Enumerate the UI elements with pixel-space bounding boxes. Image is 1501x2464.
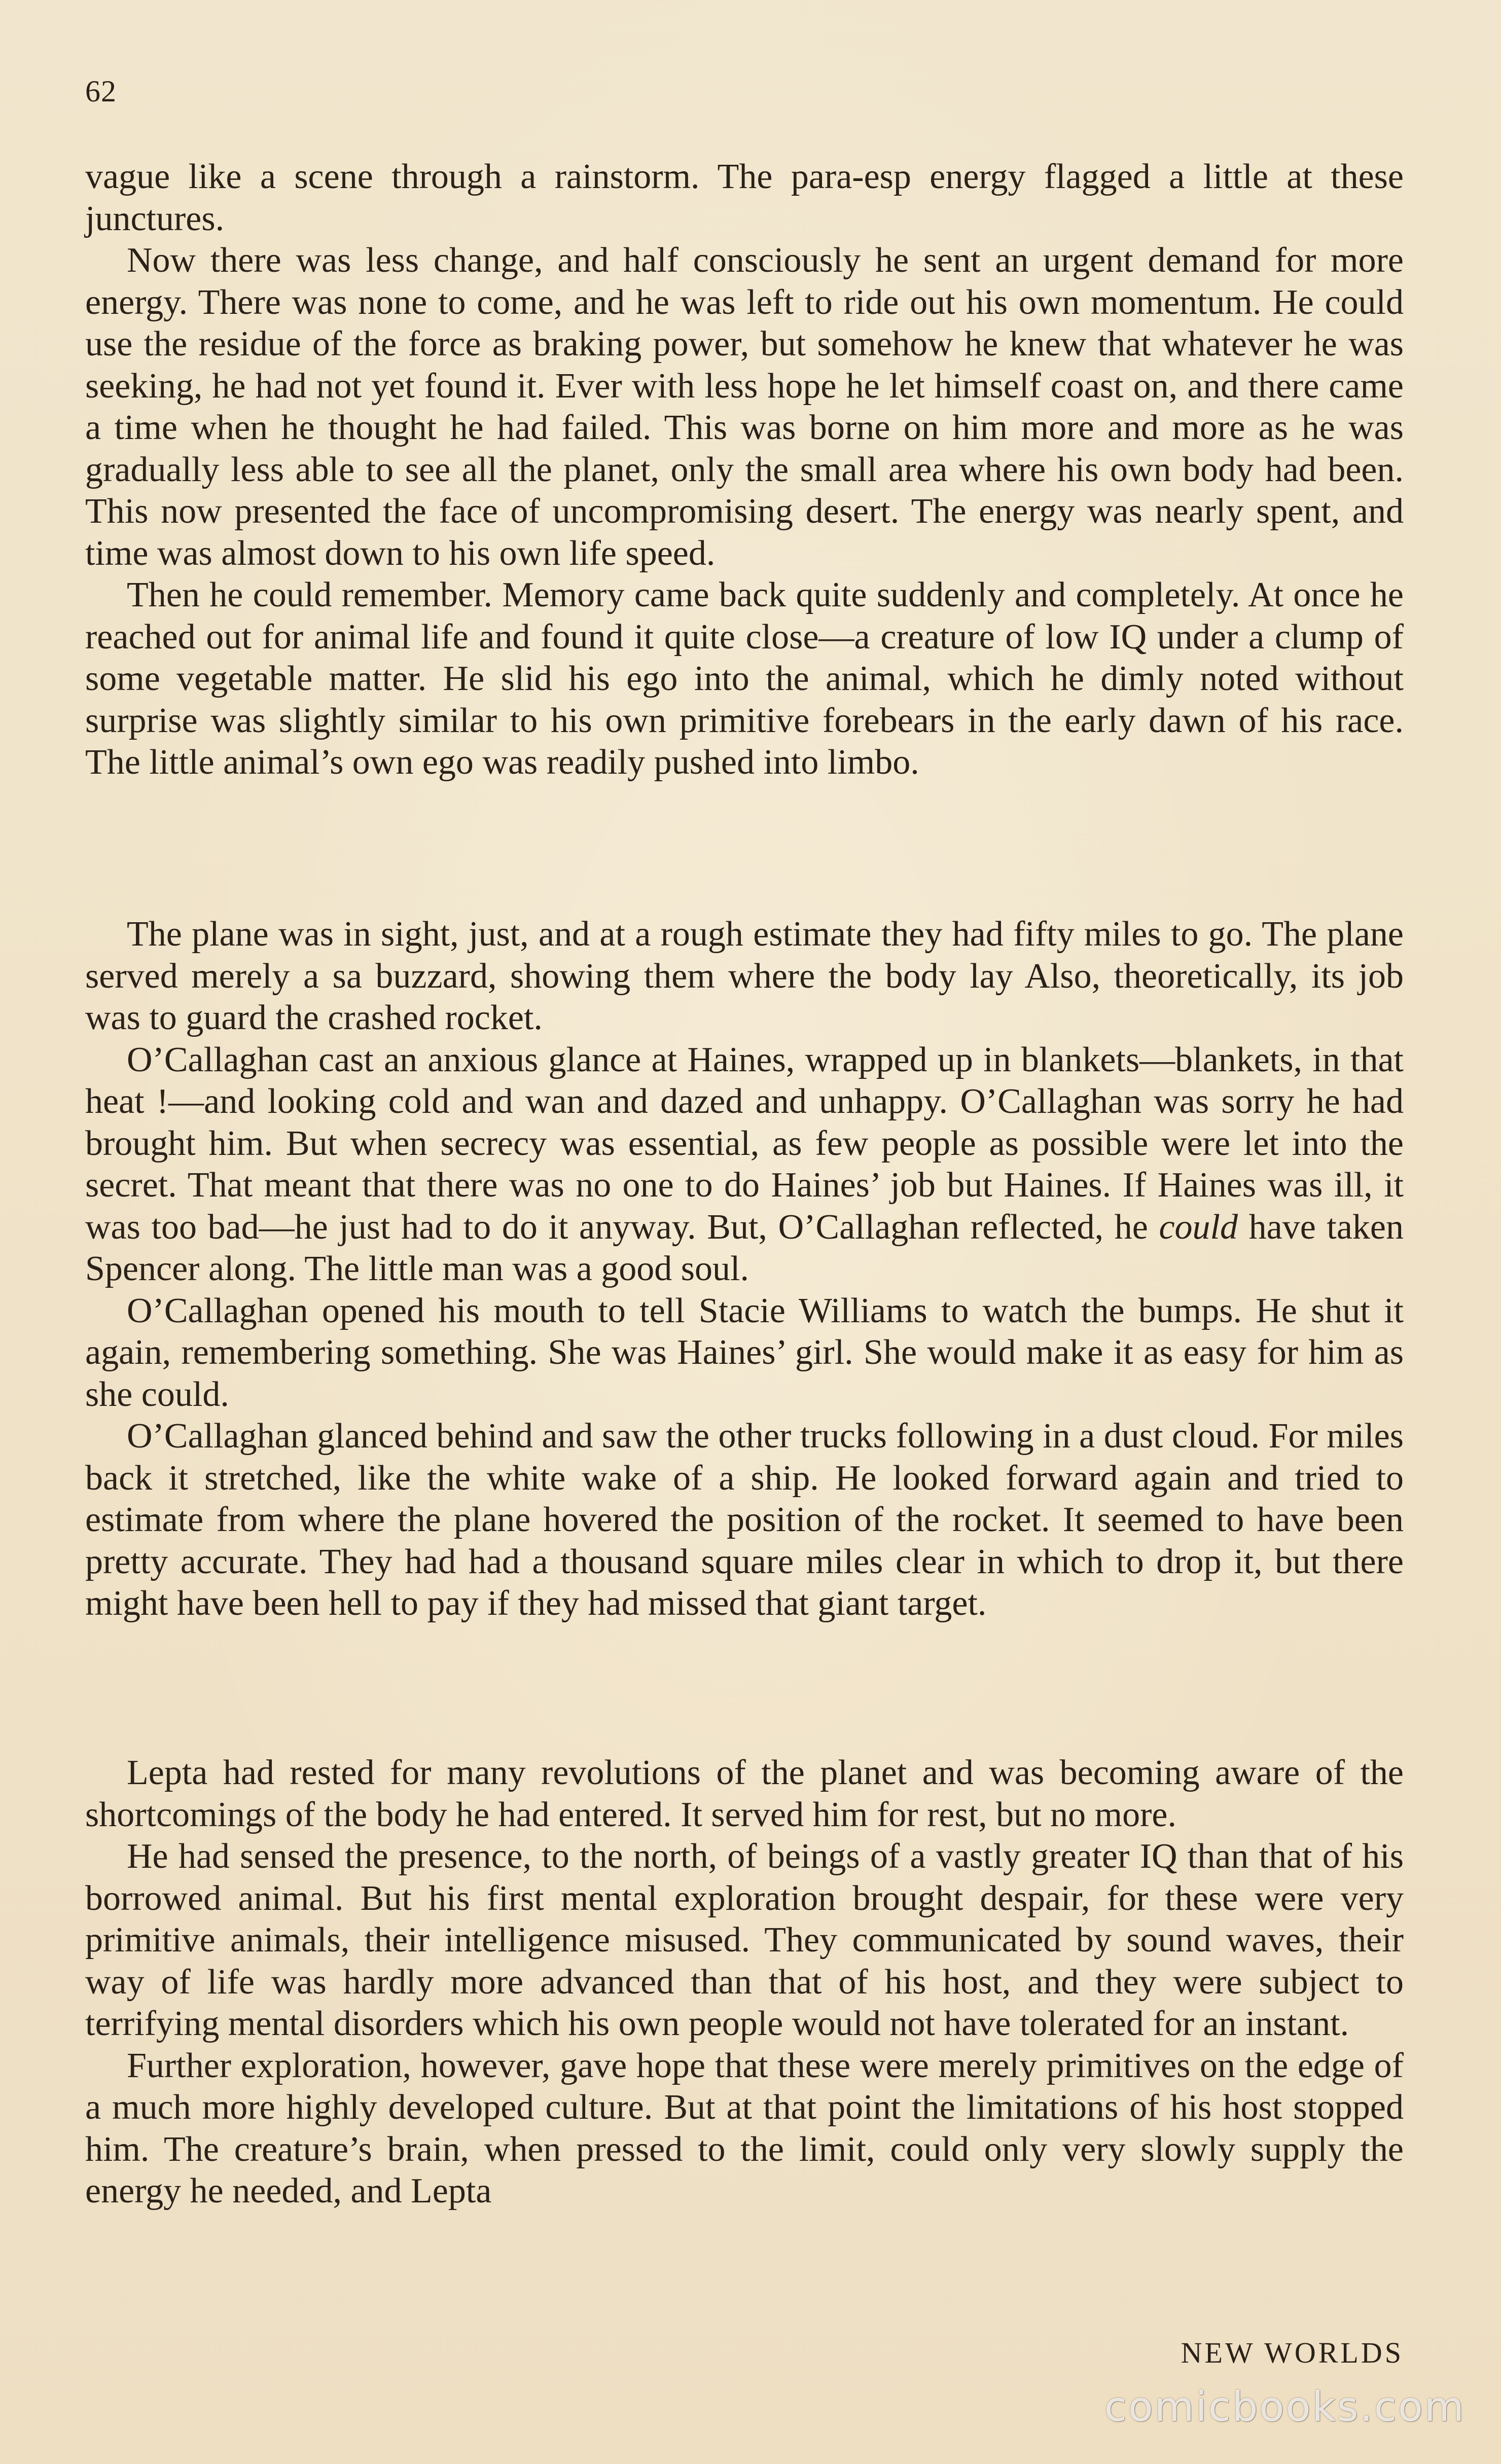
paragraph-text: O’Callaghan cast an anxious glance at Haines, wrapped up in blankets—blankets, in that heat !—and looking cold and wan and dazed and unhappy. O’Callaghan was sorry he had brought him. But when secrecy was essential, as few people as possible were let into the secret. That meant that there was no one to do Haines’ job but Haines. If Haines was ill, it was too bad—he just had to do it anyway. But, O’Callaghan reflected, he [85, 1040, 1404, 1247]
watermark: comicbooks.com [1104, 2383, 1466, 2431]
page-number: 62 [85, 75, 117, 108]
paragraph: O’Callaghan opened his mouth to tell Stacie Williams to watch the bumps. He shut it again, remembering something. She was Haines’ girl. She would make it as easy for him as she could. [85, 1291, 1404, 1414]
paragraph: Lepta had rested for many revolutions of the planet and was becoming aware of the shortcomings of the body he had entered. It served him for rest, but no more. [85, 1753, 1404, 1834]
paragraph: The plane was in sight, just, and at a rough estimate they had fifty miles to go. The plane served merely a sa buzzard, showing them where the body lay Also, theoretically, its job was to guard the crashed rocket. [85, 915, 1404, 1037]
paragraph-text-tail: have taken Spencer along. The little man was a good soul. [85, 1207, 1404, 1288]
paragraph: Now there was less change, and half consciously he sent an urgent demand for more energy. There was none to come, and he was left to ride out his own momentum. He could use the residue of the force as braking power, but somehow he knew that whatever he was seeking, he had not yet found it. Ever with less hope he let himself coast on, and there came a time when he thought he had failed. This was borne on him more and more as he was gradually less able to see all the planet, only the small area where his own body had been. This now presented the face of uncompromising desert. The energy was nearly spent, and time was almost down to his own life speed. [85, 241, 1404, 573]
emphasized-word: could [1159, 1207, 1238, 1247]
text-section-2 [85, 914, 1404, 1625]
paragraph: Further exploration, however, gave hope that these were merely primitives on the edge of a much more highly developed culture. But at that point the limitations of his host stopped him. The creature’s brain, when pressed to the limit, could only very slowly supply the energy he needed, and Lepta [85, 2046, 1404, 2211]
text-section-3 [85, 1752, 1404, 2213]
paragraph-with-emphasis [85, 1039, 1404, 1290]
paragraph: He had sensed the presence, to the north, of beings of a vastly greater IQ than that of his borrowed animal. But his first mental exploration brought despair, for these were very primitive animals, their intelligence misused. They communicated by sound waves, their way of life was hardly more advanced than that of his host, and they were subject to terrifying mental disorders which his own people would not have tolerated for an instant. [85, 1837, 1404, 2043]
paragraph: Then he could remember. Memory came back quite suddenly and completely. At once he reached out for animal life and found it quite close—a creature of low IQ under a clump of some vegetable matter. He slid his ego into the animal, which he dimly noted without surprise was slightly similar to his own primitive forebears in the early dawn of his race. The little animal’s own ego was readily pushed into limbo. [85, 575, 1404, 782]
magazine-footer: NEW WORLDS [1181, 2336, 1404, 2369]
text-section-1 [85, 156, 1404, 784]
paragraph: vague like a scene through a rainstorm. The para-esp energy flagged a little at these junctures. [85, 157, 1404, 238]
paragraph: O’Callaghan glanced behind and saw the other trucks following in a dust cloud. For miles back it stretched, like the white wake of a ship. He looked forward again and tried to estimate from where the plane hovered the position of the rocket. It seemed to have been pretty accurate. They had had a thousand square miles clear in which to drop it, but there might have been hell to pay if they had missed that giant target. [85, 1417, 1404, 1623]
